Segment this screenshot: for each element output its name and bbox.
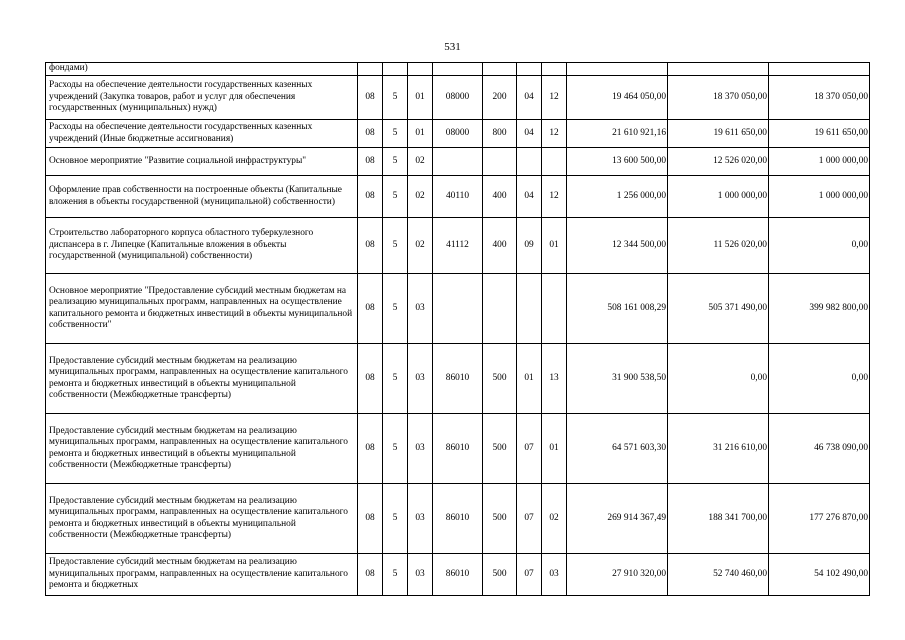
- table-row: [46, 63, 870, 76]
- amount-cell: 0,00: [769, 344, 870, 414]
- row-description: Расходы на обеспечение деятельности государственных казенных учреждений (Закупка товаров, работ и услуг для обеспечения государственных (муниципальных) нужд): [46, 76, 358, 120]
- code-cell: 5: [383, 148, 408, 176]
- code-cell: 03: [408, 344, 433, 414]
- amount-cell: 399 982 800,00: [769, 274, 870, 344]
- table-row: [46, 484, 870, 554]
- code-cell: 02: [408, 218, 433, 274]
- code-cell: 12: [542, 76, 567, 120]
- amount-cell: 31 900 538,50: [567, 344, 668, 414]
- code-cell: [433, 148, 483, 176]
- code-cell: [517, 63, 542, 76]
- code-cell: 400: [483, 176, 517, 218]
- code-cell: 08: [358, 414, 383, 484]
- amount-cell: 64 571 603,30: [567, 414, 668, 484]
- amount-cell: [668, 63, 769, 76]
- code-cell: 07: [517, 414, 542, 484]
- code-cell: 41112: [433, 218, 483, 274]
- amount-cell: 1 000 000,00: [668, 176, 769, 218]
- code-cell: 5: [383, 274, 408, 344]
- code-cell: 12: [542, 176, 567, 218]
- code-cell: 86010: [433, 414, 483, 484]
- table-row: [46, 218, 870, 274]
- code-cell: 03: [542, 554, 567, 596]
- code-cell: 04: [517, 176, 542, 218]
- code-cell: 08: [358, 344, 383, 414]
- code-cell: 5: [383, 176, 408, 218]
- table-row: [46, 148, 870, 176]
- amount-cell: 19 611 650,00: [668, 120, 769, 148]
- row-description: Предоставление субсидий местным бюджетам на реализацию муниципальных программ, направленных на осуществление капитального ремонта и бюджетных инвестиций в объекты муниципальной собственности (Межбюджетные трансферты): [46, 484, 358, 554]
- code-cell: 86010: [433, 484, 483, 554]
- row-description: Основное мероприятие "Развитие социальной инфраструктуры": [46, 148, 358, 176]
- code-cell: 04: [517, 120, 542, 148]
- code-cell: 5: [383, 484, 408, 554]
- code-cell: [483, 63, 517, 76]
- code-cell: 01: [517, 344, 542, 414]
- code-cell: 08: [358, 176, 383, 218]
- code-cell: 400: [483, 218, 517, 274]
- code-cell: 01: [408, 120, 433, 148]
- code-cell: 08: [358, 274, 383, 344]
- table-row: [46, 176, 870, 218]
- code-cell: 02: [408, 176, 433, 218]
- code-cell: [542, 148, 567, 176]
- code-cell: 500: [483, 344, 517, 414]
- code-cell: 08000: [433, 76, 483, 120]
- amount-cell: 269 914 367,49: [567, 484, 668, 554]
- row-description: Основное мероприятие "Предоставление субсидий местным бюджетам на реализацию муниципальных программ, направленных на осуществление капитального ремонта и бюджетных инвестиций в объекты муниципальной собственности": [46, 274, 358, 344]
- table-row: [46, 344, 870, 414]
- amount-cell: 52 740 460,00: [668, 554, 769, 596]
- code-cell: [408, 63, 433, 76]
- amount-cell: 0,00: [668, 344, 769, 414]
- amount-cell: 12 526 020,00: [668, 148, 769, 176]
- row-description: Предоставление субсидий местным бюджетам на реализацию муниципальных программ, направленных на осуществление капитального ремонта и бюджетных: [46, 554, 358, 596]
- code-cell: 86010: [433, 554, 483, 596]
- code-cell: 07: [517, 484, 542, 554]
- code-cell: [358, 63, 383, 76]
- code-cell: 40110: [433, 176, 483, 218]
- code-cell: 500: [483, 554, 517, 596]
- table-row: [46, 274, 870, 344]
- amount-cell: [769, 63, 870, 76]
- amount-cell: 505 371 490,00: [668, 274, 769, 344]
- code-cell: 02: [408, 148, 433, 176]
- table-row: [46, 554, 870, 596]
- amount-cell: 19 611 650,00: [769, 120, 870, 148]
- code-cell: [517, 148, 542, 176]
- code-cell: 08: [358, 554, 383, 596]
- code-cell: [483, 274, 517, 344]
- code-cell: 5: [383, 120, 408, 148]
- code-cell: 12: [542, 120, 567, 148]
- code-cell: 5: [383, 76, 408, 120]
- code-cell: 08000: [433, 120, 483, 148]
- row-description: Оформление прав собственности на построенные объекты (Капитальные вложения в объекты государственной (муниципальной) собственности): [46, 176, 358, 218]
- code-cell: 01: [542, 218, 567, 274]
- amount-cell: 18 370 050,00: [668, 76, 769, 120]
- amount-cell: 1 000 000,00: [769, 148, 870, 176]
- code-cell: [433, 274, 483, 344]
- table-row: [46, 414, 870, 484]
- amount-cell: 188 341 700,00: [668, 484, 769, 554]
- amount-cell: 177 276 870,00: [769, 484, 870, 554]
- table-row: [46, 120, 870, 148]
- code-cell: 500: [483, 484, 517, 554]
- row-description: Предоставление субсидий местным бюджетам на реализацию муниципальных программ, направленных на осуществление капитального ремонта и бюджетных инвестиций в объекты муниципальной собственности (Межбюджетные трансферты): [46, 414, 358, 484]
- amount-cell: 18 370 050,00: [769, 76, 870, 120]
- row-description: Строительство лабораторного корпуса областного туберкулезного диспансера в г. Липецке (Капитальные вложения в объекты государственной (муниципальной) собственности): [46, 218, 358, 274]
- table-row: [46, 76, 870, 120]
- code-cell: 01: [542, 414, 567, 484]
- code-cell: 03: [408, 274, 433, 344]
- code-cell: [517, 274, 542, 344]
- code-cell: [542, 63, 567, 76]
- code-cell: 86010: [433, 344, 483, 414]
- code-cell: 13: [542, 344, 567, 414]
- code-cell: 5: [383, 344, 408, 414]
- code-cell: [383, 63, 408, 76]
- budget-table: [45, 62, 870, 596]
- code-cell: 09: [517, 218, 542, 274]
- code-cell: 03: [408, 484, 433, 554]
- amount-cell: 508 161 008,29: [567, 274, 668, 344]
- code-cell: 500: [483, 414, 517, 484]
- amount-cell: 1 000 000,00: [769, 176, 870, 218]
- code-cell: 800: [483, 120, 517, 148]
- amount-cell: 31 216 610,00: [668, 414, 769, 484]
- code-cell: [542, 274, 567, 344]
- code-cell: 03: [408, 554, 433, 596]
- code-cell: 02: [542, 484, 567, 554]
- amount-cell: 54 102 490,00: [769, 554, 870, 596]
- amount-cell: 11 526 020,00: [668, 218, 769, 274]
- row-description: фондами): [46, 63, 358, 76]
- amount-cell: 1 256 000,00: [567, 176, 668, 218]
- code-cell: 200: [483, 76, 517, 120]
- code-cell: 08: [358, 148, 383, 176]
- amount-cell: 19 464 050,00: [567, 76, 668, 120]
- code-cell: 08: [358, 76, 383, 120]
- code-cell: [483, 148, 517, 176]
- code-cell: 03: [408, 414, 433, 484]
- row-description: Предоставление субсидий местным бюджетам на реализацию муниципальных программ, направленных на осуществление капитального ремонта и бюджетных инвестиций в объекты муниципальной собственности (Межбюджетные трансферты): [46, 344, 358, 414]
- code-cell: 07: [517, 554, 542, 596]
- code-cell: 08: [358, 484, 383, 554]
- code-cell: 5: [383, 554, 408, 596]
- page-number: 531: [444, 41, 461, 53]
- amount-cell: [567, 63, 668, 76]
- amount-cell: 46 738 090,00: [769, 414, 870, 484]
- code-cell: 5: [383, 218, 408, 274]
- row-description: Расходы на обеспечение деятельности государственных казенных учреждений (Иные бюджетные ассигнования): [46, 120, 358, 148]
- code-cell: 04: [517, 76, 542, 120]
- code-cell: [433, 63, 483, 76]
- amount-cell: 12 344 500,00: [567, 218, 668, 274]
- amount-cell: 0,00: [769, 218, 870, 274]
- amount-cell: 27 910 320,00: [567, 554, 668, 596]
- code-cell: 01: [408, 76, 433, 120]
- code-cell: 5: [383, 414, 408, 484]
- amount-cell: 21 610 921,16: [567, 120, 668, 148]
- code-cell: 08: [358, 120, 383, 148]
- amount-cell: 13 600 500,00: [567, 148, 668, 176]
- code-cell: 08: [358, 218, 383, 274]
